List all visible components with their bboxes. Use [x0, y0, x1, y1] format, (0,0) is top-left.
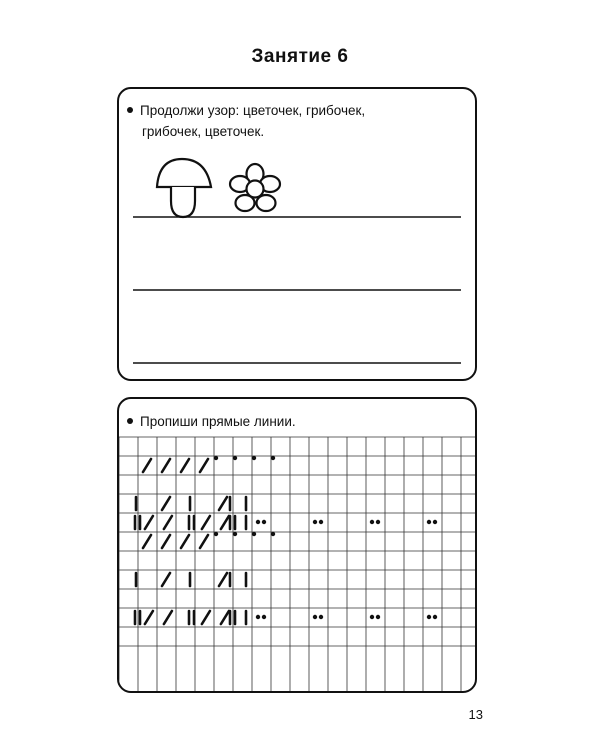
practice-dot — [271, 532, 275, 536]
practice-slash — [143, 459, 151, 472]
practice-grid — [119, 399, 475, 691]
pattern-drawing-area — [119, 89, 475, 379]
practice-slash — [219, 497, 227, 510]
practice-dot — [252, 456, 256, 460]
task-text-lines: Пропиши прямые линии. — [140, 414, 296, 429]
practice-slash — [221, 611, 229, 624]
writing-lines — [133, 217, 461, 363]
practice-slash — [221, 516, 229, 529]
practice-dot — [376, 615, 380, 619]
practice-dot — [433, 520, 437, 524]
task-card-lines — [117, 397, 477, 693]
practice-dot — [433, 615, 437, 619]
practice-slash — [181, 535, 189, 548]
practice-dot — [256, 615, 260, 619]
practice-slash — [164, 611, 172, 624]
practice-dot — [271, 456, 275, 460]
task-card-pattern — [117, 87, 477, 381]
practice-slash — [200, 459, 208, 472]
practice-dot — [319, 615, 323, 619]
grid-lines — [119, 437, 475, 691]
practice-slash — [145, 516, 153, 529]
practice-dot — [233, 532, 237, 536]
practice-slash — [219, 573, 227, 586]
task-text-line1: Продолжи узор: цветочек, грибочек, — [140, 103, 366, 118]
flower-icon — [230, 164, 280, 211]
practice-dot — [262, 615, 266, 619]
practice-dot — [319, 520, 323, 524]
practice-dot — [376, 520, 380, 524]
practice-dot — [313, 520, 317, 524]
practice-slash — [145, 611, 153, 624]
practice-dot — [252, 532, 256, 536]
practice-slash — [202, 611, 210, 624]
practice-slash — [164, 516, 172, 529]
practice-dot — [370, 615, 374, 619]
mushroom-icon — [157, 159, 211, 217]
practice-dot — [214, 532, 218, 536]
practice-dot — [256, 520, 260, 524]
practice-slash — [143, 535, 151, 548]
practice-dot — [313, 615, 317, 619]
practice-slash — [162, 535, 170, 548]
practice-dot — [233, 456, 237, 460]
practice-dot — [427, 615, 431, 619]
practice-slash — [181, 459, 189, 472]
practice-dot — [214, 456, 218, 460]
practice-slash — [202, 516, 210, 529]
page-number: 13 — [468, 707, 483, 722]
practice-slash — [162, 497, 170, 510]
task-text-line2: грибочек, цветочек. — [142, 124, 265, 139]
practice-slash — [162, 573, 170, 586]
practice-slash — [162, 459, 170, 472]
practice-slash — [200, 535, 208, 548]
page-title: Занятие 6 — [251, 46, 349, 67]
practice-dot — [370, 520, 374, 524]
practice-dot — [427, 520, 431, 524]
practice-dot — [262, 520, 266, 524]
